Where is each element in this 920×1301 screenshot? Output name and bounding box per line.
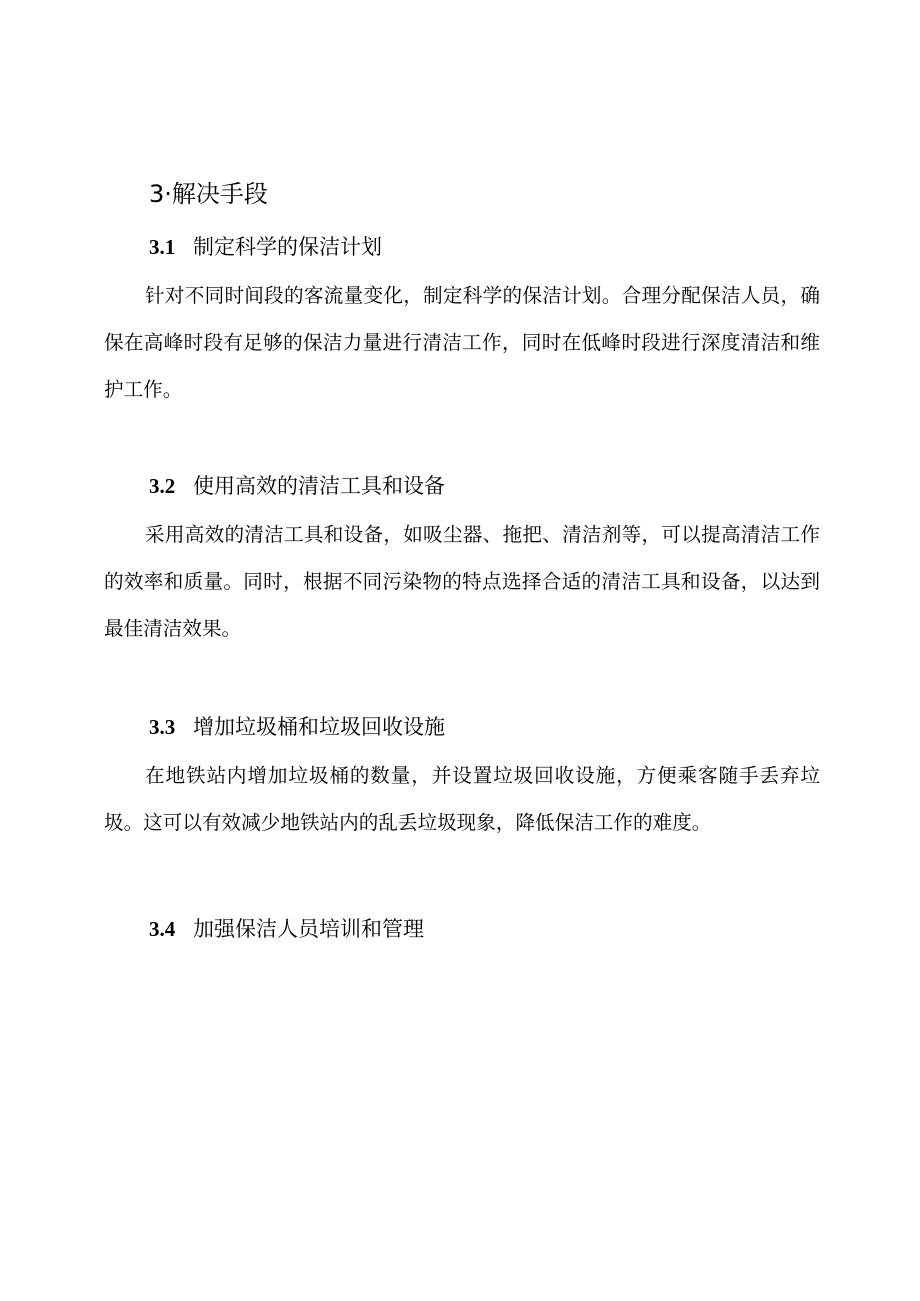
section-title: 使用高效的清洁工具和设备 [193, 474, 445, 498]
section-title: 加强保洁人员培训和管理 [193, 917, 424, 941]
section-paragraph-3-1: 针对不同时间段的客流量变化，制定科学的保洁计划。合理分配保洁人员，确保在高峰时段有足够的保洁力量进行清洁工作，同时在低峰时段进行深度清洁和维护工作。 [104, 284, 820, 401]
section-heading-3-4 [149, 914, 424, 944]
chapter-title: 3·解决手段 [149, 180, 268, 208]
section-title: 制定科学的保洁计划 [193, 235, 382, 259]
section-number: 3.2 [149, 474, 176, 498]
section-number: 3.3 [149, 715, 176, 739]
section-paragraph-3-2: 采用高效的清洁工具和设备，如吸尘器、拖把、清洁剂等，可以提高清洁工作的效率和质量。同时，根据不同污染物的特点选择合适的清洁工具和设备，以达到最佳清洁效果。 [104, 523, 820, 640]
section-heading-3-2 [149, 471, 445, 501]
section-number: 3.4 [149, 917, 176, 941]
section-heading-3-1 [149, 232, 382, 262]
section-number: 3.1 [149, 235, 176, 259]
section-paragraph-3-3: 在地铁站内增加垃圾桶的数量，并设置垃圾回收设施，方便乘客随手丢弃垃圾。这可以有效减少地铁站内的乱丢垃圾现象，降低保洁工作的难度。 [104, 764, 820, 834]
section-title: 增加垃圾桶和垃圾回收设施 [193, 715, 445, 739]
section-heading-3-3 [149, 712, 445, 742]
